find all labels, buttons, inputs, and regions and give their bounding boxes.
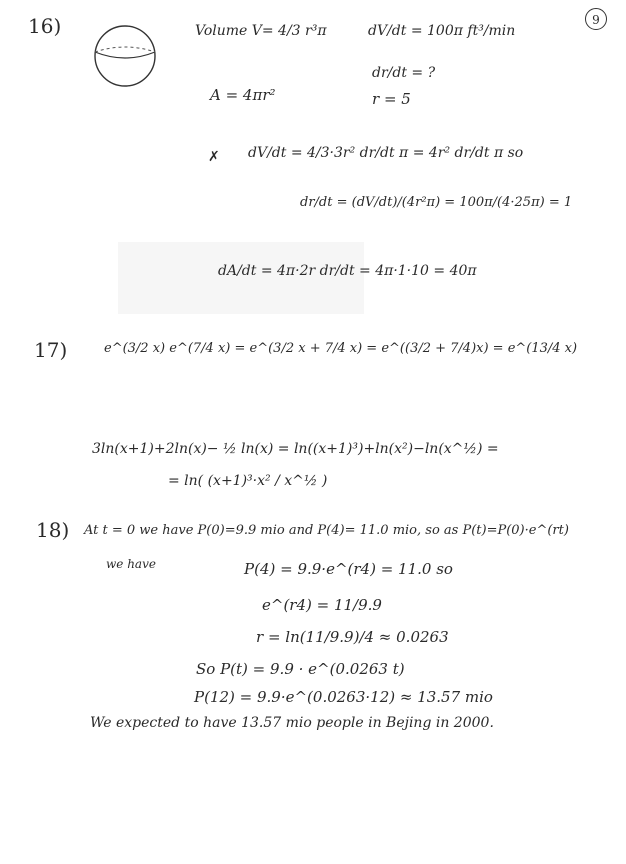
problem-16-number: 16) <box>28 14 62 38</box>
equation-p12: P(12) = 9.9·e^(0.0263·12) ≈ 13.57 mio <box>194 688 493 706</box>
strike-mark: ✗ <box>208 149 220 165</box>
r-value: r = 5 <box>372 90 411 108</box>
area-formula: A = 4πr² <box>210 86 276 104</box>
log-line-2: = ln( (x+1)³·x² / x^½ ) <box>168 473 328 489</box>
equation-pt: So P(t) = 9.9 · e^(0.0263 t) <box>196 660 405 678</box>
dv-dt-given: dV/dt = 100π ft³/min <box>368 23 516 39</box>
dr-dt-unknown: dr/dt = ? <box>372 65 436 81</box>
exponent-line: e^(3/2 x) e^(7/4 x) = e^(3/2 x + 7/4 x) = e^((3/2 + 7/4)x) = e^(13/4 x) <box>104 341 578 356</box>
we-have: we have <box>106 557 156 571</box>
log-line-1: 3ln(x+1)+2ln(x)− ½ ln(x) = ln((x+1)³)+ln(x²)−ln(x^½) = <box>92 441 499 457</box>
da-dt-line: dA/dt = 4π·2r dr/dt = 4π·1·10 = 40π <box>218 263 477 279</box>
differentiate-line: dV/dt = 4/3·3r² dr/dt π = 4r² dr/dt π so <box>248 145 524 161</box>
equation-r: r = ln(11/9.9)/4 ≈ 0.0263 <box>256 628 449 646</box>
conclusion: We expected to have 13.57 mio people in Bejing in 2000. <box>90 715 494 731</box>
intro-line: At t = 0 we have P(0)=9.9 mio and P(4)= 11.0 mio, so as P(t)=P(0)·e^(rt) <box>84 523 569 538</box>
problem-17-number: 17) <box>34 338 68 362</box>
equation-exp: e^(r4) = 11/9.9 <box>262 596 382 614</box>
equation-p4: P(4) = 9.9·e^(r4) = 11.0 so <box>244 560 453 578</box>
sphere-sketch <box>92 22 162 88</box>
page-number: 9 <box>585 8 607 30</box>
volume-formula: Volume V= 4/3 r³π <box>195 23 327 39</box>
solve-dr-line: dr/dt = (dV/dt)/(4r²π) = 100π/(4·25π) = 1 <box>300 195 573 210</box>
problem-18-number: 18) <box>36 518 70 542</box>
